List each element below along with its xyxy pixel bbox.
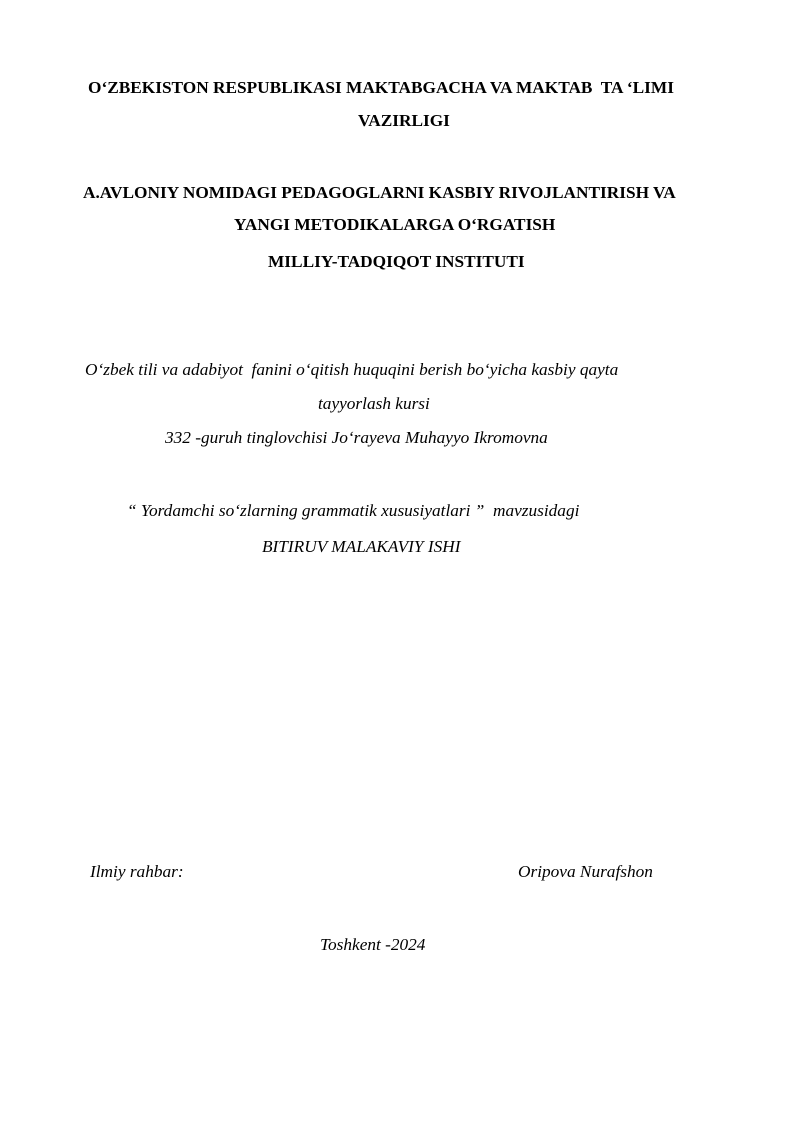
course-description-line-1: O‘zbek tili va adabiyot fanini o‘qitish huquqini berish bo‘yicha kasbiy qayta: [85, 360, 619, 379]
ministry-title-line-2: VAZIRLIGI: [358, 111, 450, 130]
course-description-line-2: tayyorlash kursi: [318, 394, 430, 413]
institute-title-line-2: YANGI METODIKALARGA O‘RGATISH: [234, 215, 556, 234]
institute-title-line-3: MILLIY-TADQIQOT INSTITUTI: [268, 252, 525, 271]
ministry-title-line-1: O‘ZBEKISTON RESPUBLIKASI MAKTABGACHA VA MAKTAB TA ‘LIMI: [88, 78, 674, 97]
supervisor-name: Oripova Nurafshon: [518, 862, 653, 881]
thesis-type: BITIRUV MALAKAVIY ISHI: [262, 537, 461, 556]
student-line: 332 -guruh tinglovchisi Jo‘rayeva Muhayyo Ikromovna: [165, 428, 548, 447]
thesis-topic-line: “ Yordamchi so‘zlarning grammatik xususiyatlari ” mavzusidagi: [127, 501, 580, 520]
institute-title-line-1: A.AVLONIY NOMIDAGI PEDAGOGLARNI KASBIY RIVOJLANTIRISH VA: [83, 183, 676, 202]
place-year: Toshkent -2024: [320, 935, 426, 954]
supervisor-label: Ilmiy rahbar:: [90, 862, 184, 881]
